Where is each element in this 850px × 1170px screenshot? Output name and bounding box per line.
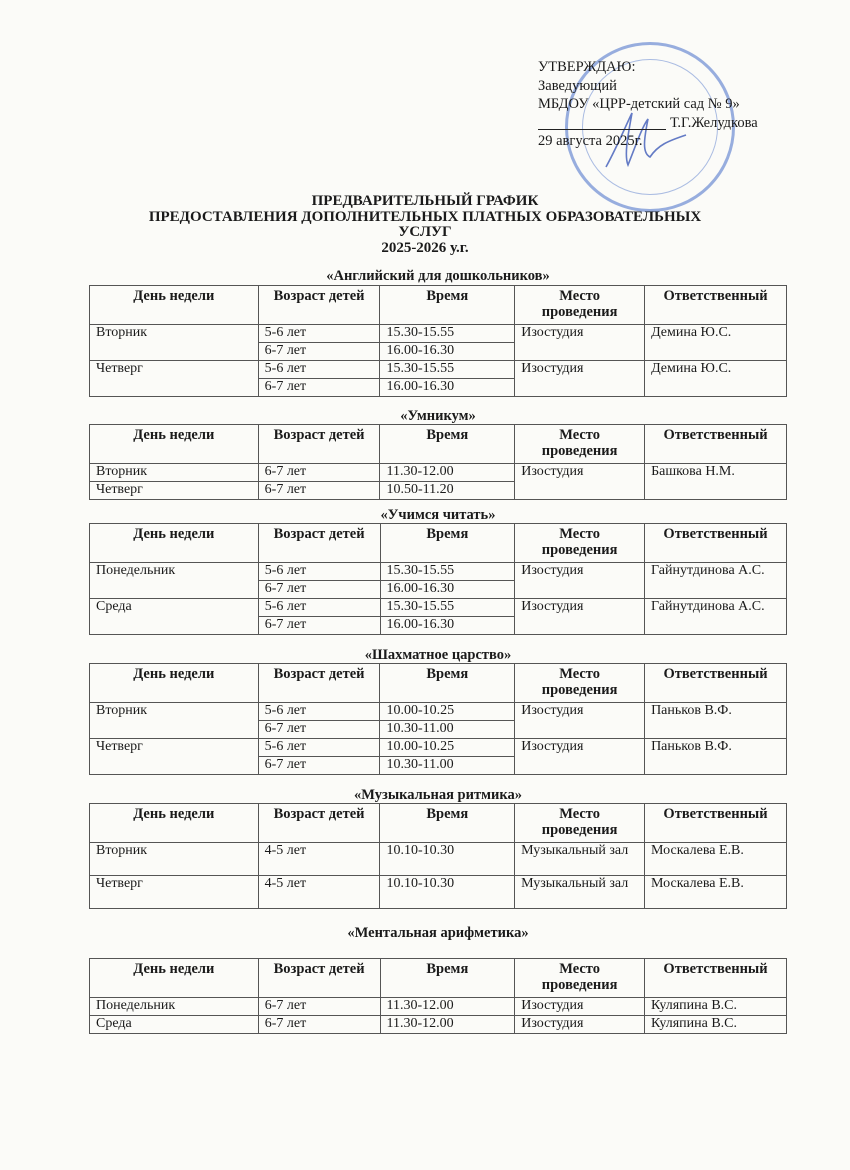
cell-teacher: Паньков В.Ф. [645,739,787,775]
title-year: 2025-2026 у.г. [381,239,469,256]
cell-teacher: Гайнутдинова А.С. [645,599,787,635]
table-row [90,464,787,482]
header-day: День недели [90,425,259,464]
cell-age: 6-7 лет [258,343,380,361]
table-row [90,599,787,617]
header-time: Время [380,959,515,998]
cell-place: Изостудия [515,703,645,739]
cell-age: 6-7 лет [258,998,380,1016]
header-teacher: Ответственный [645,524,787,563]
cell-age: 5-6 лет [258,703,380,721]
schedule-table-english [89,285,787,397]
signature-line [538,114,758,133]
cell-age: 6-7 лет [258,482,380,500]
header-age: Возраст детей [258,524,380,563]
cell-day: Четверг [90,876,259,909]
cell-age: 5-6 лет [258,563,380,581]
cell-place: Изостудия [515,998,645,1016]
cell-day: Вторник [90,325,259,361]
header-place: Место проведения [515,664,645,703]
cell-time: 10.10-10.30 [380,876,515,909]
title-line-3: УСЛУГ [398,224,452,240]
table-row [90,876,787,909]
approval-heading: УТВЕРЖДАЮ: [538,59,636,75]
section-title-reading: «Учимся читать» [380,507,496,523]
header-day: День недели [90,959,259,998]
header-place: Место проведения [515,524,645,563]
header-time: Время [380,286,515,325]
cell-place: Изостудия [515,1016,645,1034]
table-header-row [90,524,787,563]
cell-teacher: Гайнутдинова А.С. [645,563,787,599]
cell-day: Четверг [90,482,259,500]
cell-time: 11.30-12.00 [380,1016,515,1034]
header-teacher: Ответственный [645,804,787,843]
schedule-table-chess [89,663,787,775]
cell-age: 6-7 лет [258,1016,380,1034]
cell-day: Понедельник [90,998,259,1016]
cell-place: Изостудия [515,739,645,775]
cell-place: Изостудия [515,563,645,599]
table-row [90,998,787,1016]
header-day: День недели [90,804,259,843]
table-row [90,325,787,343]
cell-day: Среда [90,599,259,635]
cell-time: 15.30-15.55 [380,599,515,617]
cell-day: Среда [90,1016,259,1034]
cell-age: 6-7 лет [258,581,380,599]
cell-age: 5-6 лет [258,325,380,343]
cell-teacher: Демина Ю.С. [645,361,787,397]
cell-age: 5-6 лет [258,599,380,617]
schedule-table-umnikum [89,424,787,500]
cell-day: Понедельник [90,563,259,599]
table-row [90,563,787,581]
cell-teacher: Москалева Е.В. [645,876,787,909]
cell-teacher: Демина Ю.С. [645,325,787,361]
cell-time: 16.00-16.30 [380,581,515,599]
cell-age: 5-6 лет [258,361,380,379]
table-row [90,1016,787,1034]
cell-time: 11.30-12.00 [380,464,515,482]
header-time: Время [380,664,515,703]
cell-teacher: Паньков В.Ф. [645,703,787,739]
cell-age: 5-6 лет [258,739,380,757]
cell-time: 16.00-16.30 [380,343,515,361]
section-title-mental-arithmetic: «Ментальная арифметика» [347,925,529,941]
cell-place: Музыкальный зал [515,843,645,876]
table-row [90,843,787,876]
header-teacher: Ответственный [645,286,787,325]
header-day: День недели [90,524,259,563]
approval-position: Заведующий [538,77,617,94]
cell-time: 15.30-15.55 [380,361,515,379]
cell-day: Вторник [90,703,259,739]
header-teacher: Ответственный [645,959,787,998]
header-time: Время [380,804,515,843]
approval-organization: МБДОУ «ЦРР-детский сад № 9» [538,96,740,112]
table-header-row [90,959,787,998]
cell-teacher: Москалева Е.В. [645,843,787,876]
approval-block [538,58,758,151]
cell-age: 6-7 лет [258,757,380,775]
header-place: Место проведения [515,959,645,998]
cell-age: 6-7 лет [258,379,380,397]
header-teacher: Ответственный [645,425,787,464]
schedule-table-reading [89,523,787,635]
cell-place: Изостудия [515,361,645,397]
schedule-table-music [89,803,787,909]
header-day: День недели [90,286,259,325]
header-age: Возраст детей [258,425,380,464]
header-age: Возраст детей [258,804,380,843]
cell-teacher: Башкова Н.М. [645,464,787,500]
approval-date: 29 августа 2025г. [538,133,643,149]
header-time: Время [380,524,515,563]
schedule-table-mental-arithmetic [89,958,787,1034]
cell-time: 16.00-16.30 [380,379,515,397]
cell-time: 10.50-11.20 [380,482,515,500]
cell-day: Четверг [90,739,259,775]
title-line-2: ПРЕДОСТАВЛЕНИЯ ДОПОЛНИТЕЛЬНЫХ ПЛАТНЫХ ОБРАЗОВАТЕЛЬНЫХ [148,208,702,225]
cell-time: 10.00-10.25 [380,703,515,721]
signature-blank [538,114,666,130]
cell-place: Изостудия [515,464,645,500]
cell-age: 6-7 лет [258,617,380,635]
cell-time: 16.00-16.30 [380,617,515,635]
cell-age: 6-7 лет [258,721,380,739]
cell-place: Музыкальный зал [515,876,645,909]
title-line-1: ПРЕДВАРИТЕЛЬНЫЙ ГРАФИК [311,193,539,209]
table-header-row [90,664,787,703]
section-title-chess: «Шахматное царство» [364,647,512,663]
header-time: Время [380,425,515,464]
cell-time: 15.30-15.55 [380,325,515,343]
table-header-row [90,425,787,464]
cell-teacher: Куляпина В.С. [645,1016,787,1034]
header-age: Возраст детей [258,959,380,998]
header-age: Возраст детей [258,286,380,325]
header-age: Возраст детей [258,664,380,703]
cell-day: Вторник [90,843,259,876]
table-row [90,703,787,721]
table-header-row [90,286,787,325]
table-row [90,361,787,379]
cell-time: 15.30-15.55 [380,563,515,581]
section-title-english: «Английский для дошкольников» [326,268,550,284]
cell-time: 11.30-12.00 [380,998,515,1016]
header-place: Место проведения [515,286,645,325]
cell-place: Изостудия [515,325,645,361]
header-place: Место проведения [515,425,645,464]
cell-teacher: Куляпина В.С. [645,998,787,1016]
cell-time: 10.00-10.25 [380,739,515,757]
header-day: День недели [90,664,259,703]
cell-age: 4-5 лет [258,843,380,876]
cell-day: Вторник [90,464,259,482]
cell-age: 6-7 лет [258,464,380,482]
section-title-umnikum: «Умникум» [400,408,476,424]
document-title [0,194,850,256]
section-title-music: «Музыкальная ритмика» [354,787,522,803]
cell-age: 4-5 лет [258,876,380,909]
cell-time: 10.10-10.30 [380,843,515,876]
cell-time: 10.30-11.00 [380,721,515,739]
cell-day: Четверг [90,361,259,397]
cell-place: Изостудия [515,599,645,635]
cell-time: 10.30-11.00 [380,757,515,775]
header-place: Место проведения [515,804,645,843]
table-row [90,739,787,757]
table-header-row [90,804,787,843]
approval-signer: Т.Г.Желудкова [670,114,758,131]
header-teacher: Ответственный [645,664,787,703]
